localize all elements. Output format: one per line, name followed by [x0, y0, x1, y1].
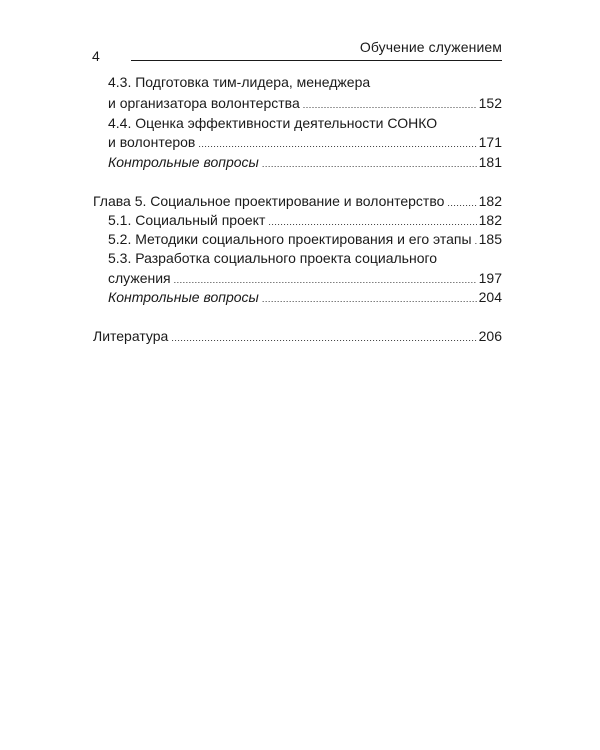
leader-dots	[447, 195, 476, 211]
leader-dots	[174, 272, 477, 288]
toc-entry-page: 204	[478, 289, 502, 305]
toc-entry-5-3	[108, 270, 502, 288]
toc-entry-page: 206	[478, 328, 502, 344]
toc-entry-4-3	[108, 95, 502, 113]
leader-dots	[171, 330, 476, 346]
toc-entry-page: 182	[478, 212, 502, 228]
toc-entry-chapter5-questions	[108, 289, 502, 307]
leader-dots	[198, 136, 476, 152]
toc-entry-5-2	[108, 231, 502, 249]
toc-entry-chapter4-questions	[108, 154, 502, 172]
leader-dots	[262, 291, 477, 307]
leader-dots	[475, 233, 477, 249]
toc-entry-5-1	[108, 212, 502, 230]
toc-entry-page: 185	[478, 231, 502, 247]
toc-entry-page: 182	[478, 193, 502, 209]
toc-entry-chapter5	[93, 193, 502, 211]
toc-entry-label: 5.1. Социальный проект	[108, 212, 266, 228]
page-number: 4	[92, 48, 100, 64]
toc-entry-4-3-title: 4.3. Подготовка тим-лидера, менеджера	[108, 74, 371, 90]
toc-entry-label: 5.2. Методики социального проектирования и его этапы	[108, 231, 472, 247]
toc-entry-label: Глава 5. Социальное проектирование и волонтерство	[93, 193, 445, 209]
toc-entry-label: Контрольные вопросы	[108, 289, 259, 305]
toc-entry-4-4-title: 4.4. Оценка эффективности деятельности СОНКО	[108, 115, 438, 131]
toc-entry-4-4	[108, 134, 502, 152]
leader-dots	[268, 214, 476, 230]
toc-entry-label: Литература	[93, 328, 169, 344]
toc-entry-5-3-title: 5.3. Разработка социального проекта социального	[108, 250, 438, 266]
toc-entry-label: Контрольные вопросы	[108, 154, 259, 170]
leader-dots	[303, 97, 477, 113]
toc-entry-page: 171	[478, 134, 502, 150]
running-title: Обучение служением	[359, 39, 502, 55]
toc-entry-label: и волонтеров	[108, 134, 196, 150]
toc-entry-label: служения	[108, 270, 171, 286]
toc-entry-literature	[93, 328, 502, 346]
toc-entry-page: 181	[478, 154, 502, 170]
toc-entry-label: и организатора волонтерства	[108, 95, 300, 111]
toc-entry-page: 197	[478, 270, 502, 286]
toc-entry-page: 152	[478, 95, 502, 111]
leader-dots	[262, 156, 477, 172]
